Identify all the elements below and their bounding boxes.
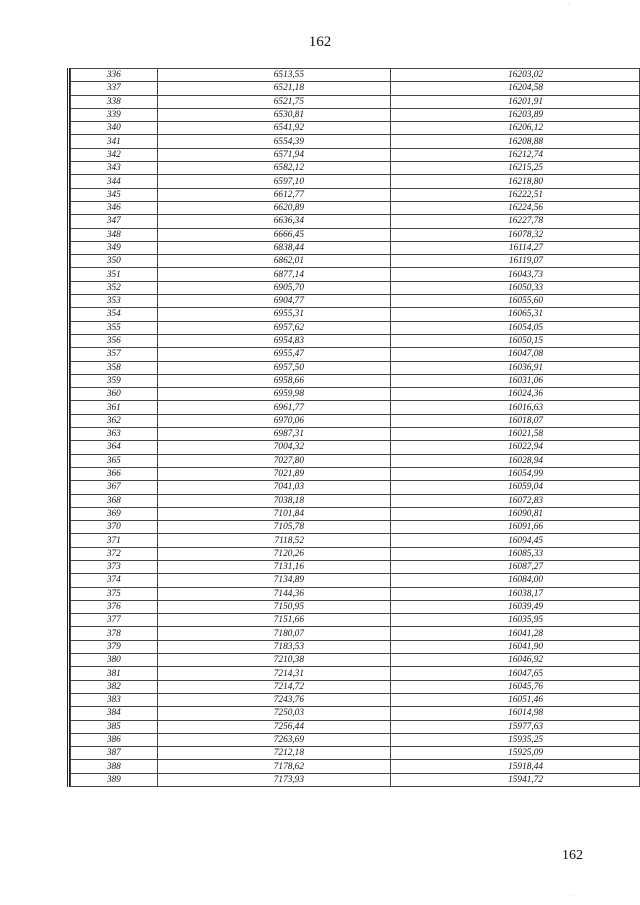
y-coordinate-cell: 16039,49 <box>390 600 639 613</box>
point-number-cell: 342 <box>71 148 158 161</box>
x-coordinate-cell: 6597,10 <box>157 175 390 188</box>
y-coordinate-cell: 16078,32 <box>390 228 639 241</box>
table-row <box>71 108 640 121</box>
point-number-cell: 343 <box>71 162 158 175</box>
x-coordinate-cell: 6620,89 <box>157 201 390 214</box>
y-coordinate-cell: 16043,73 <box>390 268 639 281</box>
point-number-cell: 363 <box>71 428 158 441</box>
point-number-cell: 341 <box>71 135 158 148</box>
y-coordinate-cell: 16047,08 <box>390 348 639 361</box>
x-coordinate-cell: 7243,76 <box>157 693 390 706</box>
y-coordinate-cell: 16016,63 <box>390 401 639 414</box>
point-number-cell: 382 <box>71 680 158 693</box>
x-coordinate-cell: 7144,36 <box>157 587 390 600</box>
table-row <box>71 467 640 480</box>
x-coordinate-cell: 6958,66 <box>157 374 390 387</box>
point-number-cell: 384 <box>71 707 158 720</box>
y-coordinate-cell: 16041,90 <box>390 640 639 653</box>
point-number-cell: 361 <box>71 401 158 414</box>
x-coordinate-cell: 6987,31 <box>157 428 390 441</box>
point-number-cell: 348 <box>71 228 158 241</box>
table-row <box>71 441 640 454</box>
point-number-cell: 352 <box>71 281 158 294</box>
point-number-cell: 365 <box>71 454 158 467</box>
x-coordinate-cell: 7027,80 <box>157 454 390 467</box>
table-row <box>71 747 640 760</box>
coordinates-table-body <box>71 69 640 787</box>
table-row <box>71 82 640 95</box>
point-number-cell: 345 <box>71 188 158 201</box>
x-coordinate-cell: 7178,62 <box>157 760 390 773</box>
table-row <box>71 374 640 387</box>
point-number-cell: 350 <box>71 255 158 268</box>
x-coordinate-cell: 6877,14 <box>157 268 390 281</box>
y-coordinate-cell: 16084,00 <box>390 574 639 587</box>
point-number-cell: 359 <box>71 374 158 387</box>
x-coordinate-cell: 6957,50 <box>157 361 390 374</box>
x-coordinate-cell: 6521,18 <box>157 82 390 95</box>
x-coordinate-cell: 7212,18 <box>157 747 390 760</box>
point-number-cell: 336 <box>71 69 158 82</box>
table-row <box>71 707 640 720</box>
y-coordinate-cell: 15918,44 <box>390 760 639 773</box>
y-coordinate-cell: 16018,07 <box>390 414 639 427</box>
point-number-cell: 368 <box>71 494 158 507</box>
point-number-cell: 356 <box>71 334 158 347</box>
point-number-cell: 369 <box>71 507 158 520</box>
point-number-cell: 380 <box>71 654 158 667</box>
x-coordinate-cell: 6862,01 <box>157 255 390 268</box>
table-row <box>71 627 640 640</box>
y-coordinate-cell: 16206,12 <box>390 122 639 135</box>
scan-speck: · <box>570 893 572 900</box>
table-row <box>71 295 640 308</box>
table-row <box>71 521 640 534</box>
table-row <box>71 693 640 706</box>
point-number-cell: 378 <box>71 627 158 640</box>
table-row <box>71 720 640 733</box>
x-coordinate-cell: 6905,70 <box>157 281 390 294</box>
x-coordinate-cell: 6582,12 <box>157 162 390 175</box>
x-coordinate-cell: 7183,53 <box>157 640 390 653</box>
x-coordinate-cell: 7118,52 <box>157 534 390 547</box>
point-number-cell: 388 <box>71 760 158 773</box>
table-row <box>71 560 640 573</box>
x-coordinate-cell: 7101,84 <box>157 507 390 520</box>
table-row <box>71 667 640 680</box>
table-row <box>71 148 640 161</box>
y-coordinate-cell: 16085,33 <box>390 547 639 560</box>
point-number-cell: 383 <box>71 693 158 706</box>
x-coordinate-cell: 6957,62 <box>157 321 390 334</box>
y-coordinate-cell: 16215,25 <box>390 162 639 175</box>
y-coordinate-cell: 16119,07 <box>390 255 639 268</box>
x-coordinate-cell: 7105,78 <box>157 521 390 534</box>
x-coordinate-cell: 6970,06 <box>157 414 390 427</box>
y-coordinate-cell: 16201,91 <box>390 95 639 108</box>
y-coordinate-cell: 16222,51 <box>390 188 639 201</box>
table-row <box>71 361 640 374</box>
y-coordinate-cell: 16114,27 <box>390 241 639 254</box>
table-row <box>71 680 640 693</box>
x-coordinate-cell: 6612,77 <box>157 188 390 201</box>
y-coordinate-cell: 16087,27 <box>390 560 639 573</box>
x-coordinate-cell: 7004,32 <box>157 441 390 454</box>
table-row <box>71 507 640 520</box>
table-row <box>71 454 640 467</box>
table-row <box>71 334 640 347</box>
y-coordinate-cell: 16051,46 <box>390 693 639 706</box>
x-coordinate-cell: 6955,47 <box>157 348 390 361</box>
y-coordinate-cell: 16204,58 <box>390 82 639 95</box>
point-number-cell: 375 <box>71 587 158 600</box>
table-row <box>71 228 640 241</box>
y-coordinate-cell: 16072,83 <box>390 494 639 507</box>
scan-speck: · <box>568 2 570 9</box>
y-coordinate-cell: 15977,63 <box>390 720 639 733</box>
x-coordinate-cell: 7214,72 <box>157 680 390 693</box>
y-coordinate-cell: 16022,94 <box>390 441 639 454</box>
y-coordinate-cell: 15925,09 <box>390 747 639 760</box>
y-coordinate-cell: 16014,98 <box>390 707 639 720</box>
point-number-cell: 374 <box>71 574 158 587</box>
page-number-bottom: 162 <box>562 848 583 863</box>
table-row <box>71 255 640 268</box>
y-coordinate-cell: 16212,74 <box>390 148 639 161</box>
x-coordinate-cell: 6521,75 <box>157 95 390 108</box>
point-number-cell: 340 <box>71 122 158 135</box>
table-row <box>71 640 640 653</box>
y-coordinate-cell: 16041,28 <box>390 627 639 640</box>
x-coordinate-cell: 6636,34 <box>157 215 390 228</box>
table-row <box>71 308 640 321</box>
point-number-cell: 337 <box>71 82 158 95</box>
y-coordinate-cell: 16218,80 <box>390 175 639 188</box>
x-coordinate-cell: 6571,94 <box>157 148 390 161</box>
point-number-cell: 347 <box>71 215 158 228</box>
point-number-cell: 353 <box>71 295 158 308</box>
point-number-cell: 379 <box>71 640 158 653</box>
x-coordinate-cell: 7256,44 <box>157 720 390 733</box>
y-coordinate-cell: 16038,17 <box>390 587 639 600</box>
point-number-cell: 377 <box>71 614 158 627</box>
coordinates-table <box>70 68 640 787</box>
y-coordinate-cell: 15941,72 <box>390 773 639 786</box>
x-coordinate-cell: 7134,89 <box>157 574 390 587</box>
coordinates-table-wrapper <box>67 68 640 787</box>
point-number-cell: 364 <box>71 441 158 454</box>
y-coordinate-cell: 16224,56 <box>390 201 639 214</box>
table-row <box>71 414 640 427</box>
table-row <box>71 614 640 627</box>
y-coordinate-cell: 16054,05 <box>390 321 639 334</box>
x-coordinate-cell: 6954,83 <box>157 334 390 347</box>
y-coordinate-cell: 16203,89 <box>390 108 639 121</box>
table-row <box>71 574 640 587</box>
table-row <box>71 600 640 613</box>
y-coordinate-cell: 16203,02 <box>390 69 639 82</box>
point-number-cell: 339 <box>71 108 158 121</box>
point-number-cell: 372 <box>71 547 158 560</box>
table-row <box>71 760 640 773</box>
x-coordinate-cell: 6959,98 <box>157 388 390 401</box>
table-row <box>71 494 640 507</box>
x-coordinate-cell: 6513,55 <box>157 69 390 82</box>
point-number-cell: 376 <box>71 600 158 613</box>
x-coordinate-cell: 6541,92 <box>157 122 390 135</box>
point-number-cell: 386 <box>71 733 158 746</box>
y-coordinate-cell: 16047,65 <box>390 667 639 680</box>
table-row <box>71 401 640 414</box>
x-coordinate-cell: 7263,69 <box>157 733 390 746</box>
point-number-cell: 370 <box>71 521 158 534</box>
table-row <box>71 388 640 401</box>
point-number-cell: 373 <box>71 560 158 573</box>
table-row <box>71 321 640 334</box>
point-number-cell: 349 <box>71 241 158 254</box>
y-coordinate-cell: 16054,99 <box>390 467 639 480</box>
table-row <box>71 773 640 786</box>
y-coordinate-cell: 16065,31 <box>390 308 639 321</box>
x-coordinate-cell: 7131,16 <box>157 560 390 573</box>
table-row <box>71 587 640 600</box>
point-number-cell: 366 <box>71 467 158 480</box>
y-coordinate-cell: 16050,15 <box>390 334 639 347</box>
point-number-cell: 357 <box>71 348 158 361</box>
point-number-cell: 355 <box>71 321 158 334</box>
x-coordinate-cell: 7250,03 <box>157 707 390 720</box>
x-coordinate-cell: 7041,03 <box>157 481 390 494</box>
table-row <box>71 69 640 82</box>
x-coordinate-cell: 6961,77 <box>157 401 390 414</box>
point-number-cell: 381 <box>71 667 158 680</box>
x-coordinate-cell: 7120,26 <box>157 547 390 560</box>
point-number-cell: 338 <box>71 95 158 108</box>
y-coordinate-cell: 16055,60 <box>390 295 639 308</box>
table-row <box>71 348 640 361</box>
table-row <box>71 188 640 201</box>
y-coordinate-cell: 16090,81 <box>390 507 639 520</box>
x-coordinate-cell: 6554,39 <box>157 135 390 148</box>
y-coordinate-cell: 16028,94 <box>390 454 639 467</box>
x-coordinate-cell: 6530,81 <box>157 108 390 121</box>
table-row <box>71 201 640 214</box>
point-number-cell: 351 <box>71 268 158 281</box>
page-number-top: 162 <box>308 34 332 50</box>
y-coordinate-cell: 16050,33 <box>390 281 639 294</box>
point-number-cell: 360 <box>71 388 158 401</box>
x-coordinate-cell: 7151,66 <box>157 614 390 627</box>
point-number-cell: 362 <box>71 414 158 427</box>
point-number-cell: 389 <box>71 773 158 786</box>
table-row <box>71 175 640 188</box>
y-coordinate-cell: 16208,88 <box>390 135 639 148</box>
table-row <box>71 534 640 547</box>
y-coordinate-cell: 16091,66 <box>390 521 639 534</box>
y-coordinate-cell: 16035,95 <box>390 614 639 627</box>
table-row <box>71 268 640 281</box>
x-coordinate-cell: 6955,31 <box>157 308 390 321</box>
table-row <box>71 547 640 560</box>
y-coordinate-cell: 16094,45 <box>390 534 639 547</box>
table-row <box>71 95 640 108</box>
table-row <box>71 481 640 494</box>
point-number-cell: 344 <box>71 175 158 188</box>
y-coordinate-cell: 16045,76 <box>390 680 639 693</box>
table-row <box>71 215 640 228</box>
y-coordinate-cell: 16059,04 <box>390 481 639 494</box>
table-row <box>71 428 640 441</box>
x-coordinate-cell: 7180,07 <box>157 627 390 640</box>
x-coordinate-cell: 7150,95 <box>157 600 390 613</box>
table-row <box>71 654 640 667</box>
table-row <box>71 241 640 254</box>
point-number-cell: 385 <box>71 720 158 733</box>
point-number-cell: 387 <box>71 747 158 760</box>
table-row <box>71 122 640 135</box>
point-number-cell: 346 <box>71 201 158 214</box>
x-coordinate-cell: 6838,44 <box>157 241 390 254</box>
table-row <box>71 162 640 175</box>
y-coordinate-cell: 16036,91 <box>390 361 639 374</box>
table-row <box>71 135 640 148</box>
x-coordinate-cell: 6666,45 <box>157 228 390 241</box>
y-coordinate-cell: 16031,06 <box>390 374 639 387</box>
y-coordinate-cell: 15935,25 <box>390 733 639 746</box>
point-number-cell: 367 <box>71 481 158 494</box>
y-coordinate-cell: 16227,78 <box>390 215 639 228</box>
x-coordinate-cell: 7173,93 <box>157 773 390 786</box>
y-coordinate-cell: 16024,36 <box>390 388 639 401</box>
y-coordinate-cell: 16021,58 <box>390 428 639 441</box>
x-coordinate-cell: 6904,77 <box>157 295 390 308</box>
table-row <box>71 733 640 746</box>
x-coordinate-cell: 7210,38 <box>157 654 390 667</box>
point-number-cell: 358 <box>71 361 158 374</box>
point-number-cell: 354 <box>71 308 158 321</box>
x-coordinate-cell: 7038,18 <box>157 494 390 507</box>
table-row <box>71 281 640 294</box>
x-coordinate-cell: 7021,89 <box>157 467 390 480</box>
point-number-cell: 371 <box>71 534 158 547</box>
y-coordinate-cell: 16046,92 <box>390 654 639 667</box>
x-coordinate-cell: 7214,31 <box>157 667 390 680</box>
